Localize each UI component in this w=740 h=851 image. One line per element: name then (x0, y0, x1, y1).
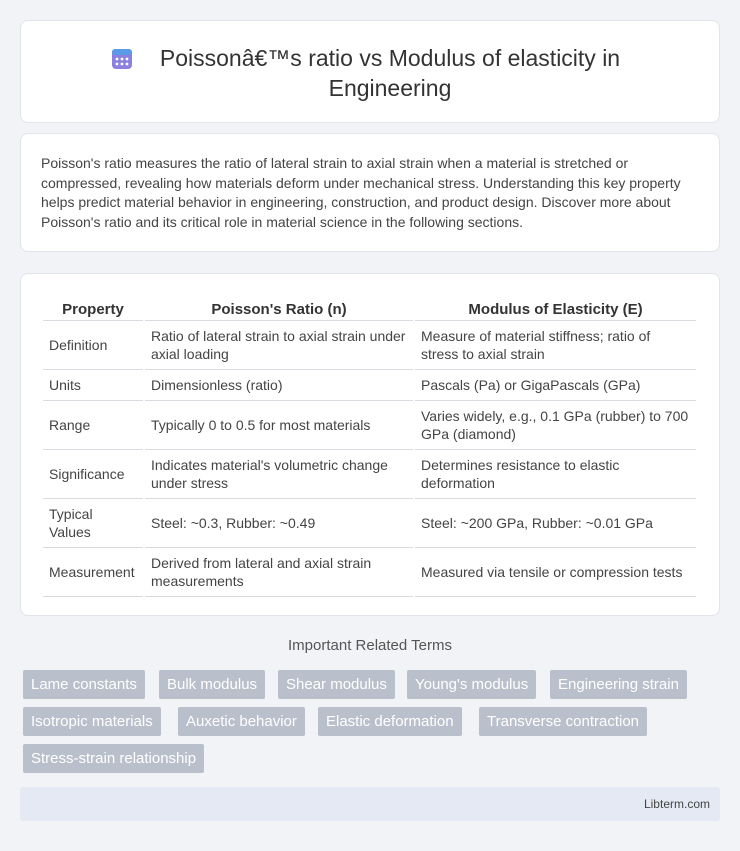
tag-bulk-modulus[interactable]: Bulk modulus (159, 670, 265, 699)
cell-property: Significance (43, 450, 143, 499)
tag-isotropic-materials[interactable]: Isotropic materials (23, 707, 161, 736)
table-row (43, 499, 696, 548)
page-title: Poissonâ€™s ratio vs Modulus of elasticity in Engineering (159, 45, 621, 101)
cell-property: Units (43, 370, 143, 401)
table-row (43, 548, 696, 597)
table-row (43, 321, 696, 370)
related-terms-title: Important Related Terms (288, 637, 452, 654)
header-modulus: Modulus of Elasticity (E) (415, 294, 696, 321)
cell-modulus: Steel: ~200 GPa, Rubber: ~0.01 GPa (415, 499, 696, 548)
tag-engineering-strain[interactable]: Engineering strain (550, 670, 687, 699)
table-row (43, 370, 696, 401)
tag-lame-constants[interactable]: Lame constants (23, 670, 145, 699)
tag-auxetic-behavior[interactable]: Auxetic behavior (178, 707, 305, 736)
footer-site-link[interactable]: Libterm.com (643, 797, 710, 811)
cell-modulus: Measured via tensile or compression tests (415, 548, 696, 597)
cell-poisson: Dimensionless (ratio) (145, 370, 413, 401)
tag-shear-modulus[interactable]: Shear modulus (278, 670, 395, 699)
cell-poisson: Ratio of lateral strain to axial strain under axial loading (145, 321, 413, 370)
cell-poisson: Derived from lateral and axial strain measurements (145, 548, 413, 597)
table-row (43, 401, 696, 450)
cell-modulus: Measure of material stiffness; ratio of stress to axial strain (415, 321, 696, 370)
cell-property: Typical Values (43, 499, 143, 548)
cell-poisson: Typically 0 to 0.5 for most materials (145, 401, 413, 450)
cell-property: Measurement (43, 548, 143, 597)
header-property: Property (43, 294, 143, 321)
header-poissons-ratio: Poisson's Ratio (n) (145, 294, 413, 321)
intro-text: Poisson's ratio measures the ratio of lateral strain to axial strain when a material is stretched or compressed, revealing how materials deform under mechanical stress. Understanding this key property helps predict material behavior in engineering, construction, and product design. Discover more about Poisson's ratio and its critical role in material science in the following sections. (41, 155, 681, 230)
table-row (43, 450, 696, 499)
cell-modulus: Determines resistance to elastic deformation (415, 450, 696, 499)
tag-stress-strain-relationship[interactable]: Stress-strain relationship (23, 744, 204, 773)
cell-poisson: Steel: ~0.3, Rubber: ~0.49 (145, 499, 413, 548)
cell-property: Definition (43, 321, 143, 370)
title-card (20, 20, 720, 123)
cell-poisson: Indicates material's volumetric change under stress (145, 450, 413, 499)
comparison-table (41, 294, 698, 597)
comparison-card (20, 273, 720, 616)
tag-elastic-deformation[interactable]: Elastic deformation (318, 707, 462, 736)
footer (20, 787, 720, 821)
intro-card (20, 133, 720, 252)
cell-property: Range (43, 401, 143, 450)
cell-modulus: Varies widely, e.g., 0.1 GPa (rubber) to 700 GPa (diamond) (415, 401, 696, 450)
tag-youngs-modulus[interactable]: Young's modulus (407, 670, 536, 699)
tag-transverse-contraction[interactable]: Transverse contraction (479, 707, 647, 736)
cell-modulus: Pascals (Pa) or GigaPascals (GPa) (415, 370, 696, 401)
